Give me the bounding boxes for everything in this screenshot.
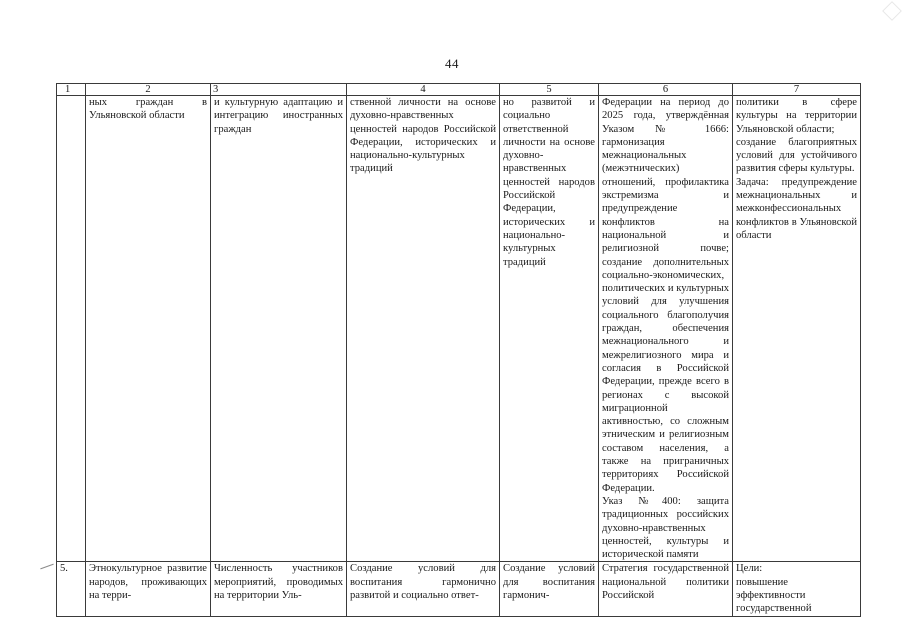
cell-goal: Создание условий для воспитания гармонично развитой и социально ответ- <box>347 562 500 616</box>
column-number-4: 4 <box>347 84 500 96</box>
column-number-7: 7 <box>733 84 861 96</box>
cell-region: ных граждан в Ульяновской области <box>86 96 211 562</box>
cell-indicator: Численность участников мероприятий, проводимых на территории Уль- <box>211 562 347 616</box>
page-number: 44 <box>445 56 459 71</box>
cell-regional-goals <box>733 96 861 562</box>
column-number-6: 6 <box>599 84 733 96</box>
cell-task: но развитой и социально ответственной личности на основе духовно-нравственных ценностей народов Российской Федерации, исторических и национально-культурных традиций <box>500 96 599 562</box>
cell-indicator: и культурную адаптацию и интеграцию иностранных граждан <box>211 96 347 562</box>
regional-goal-text: политики в сфере культуры на территории Ульяновской области; <box>736 97 857 135</box>
goals-heading: Цели: <box>736 563 763 575</box>
cell-strategy <box>599 96 733 562</box>
regional-goal-text: повышение эффективности государственной <box>736 576 812 615</box>
margin-mark <box>40 564 53 570</box>
cell-strategy: Стратегия государственной национальной политики Российской <box>599 562 733 616</box>
cell-task: Создание условий для воспитания гармонич- <box>500 562 599 616</box>
table-row-continued <box>57 96 861 562</box>
cell-number <box>57 96 86 562</box>
table-row-5 <box>57 562 861 616</box>
cell-number: 5. <box>57 562 86 616</box>
regional-goal-text: создание благоприятных условий для устойчивого развития сферы культуры. <box>736 136 857 175</box>
scan-corner-mark <box>882 1 902 21</box>
column-number-2: 2 <box>86 84 211 96</box>
strategy-text: Федерации на период до 2025 года, утверждённая Указом № 1666: гармонизация межнациональных (межэтнических) отношений, профилактика экстремизма и предупреждение конфликтов на национальной и религиозной почве; создание дополнительных социально-экономических, политических и культурных условий для улучшения социального благополучия граждан, обеспечения межнационального и межрелигиозного мира и согласия в Российской Федерации, прежде всего в регионах с высокой миграционной активностью, со сложным этническим и религиозным составом населения, а также на приграничных территориях Российской Федерации. <box>602 97 729 494</box>
cell-region: Этнокультурное развитие народов, проживающих на терри- <box>86 562 211 616</box>
column-number-5: 5 <box>500 84 599 96</box>
regional-task-text: Задача: предупреждение межнациональных и межконфессиональных конфликтов в Ульяновской области <box>736 176 857 241</box>
column-number-3: 3 <box>211 84 347 96</box>
cell-goal: ственной личности на основе духовно-нравственных ценностей народов Российской Федерации, исторических и национально-культурных традиций <box>347 96 500 562</box>
cell-regional-goals <box>733 562 861 616</box>
decree-text: Указ №400: защита традиционных российских духовно-нравственных ценностей, культуры и исторической памяти <box>602 495 729 561</box>
column-number-1: 1 <box>57 84 86 96</box>
column-number-row <box>57 84 861 96</box>
document-table <box>56 83 861 617</box>
